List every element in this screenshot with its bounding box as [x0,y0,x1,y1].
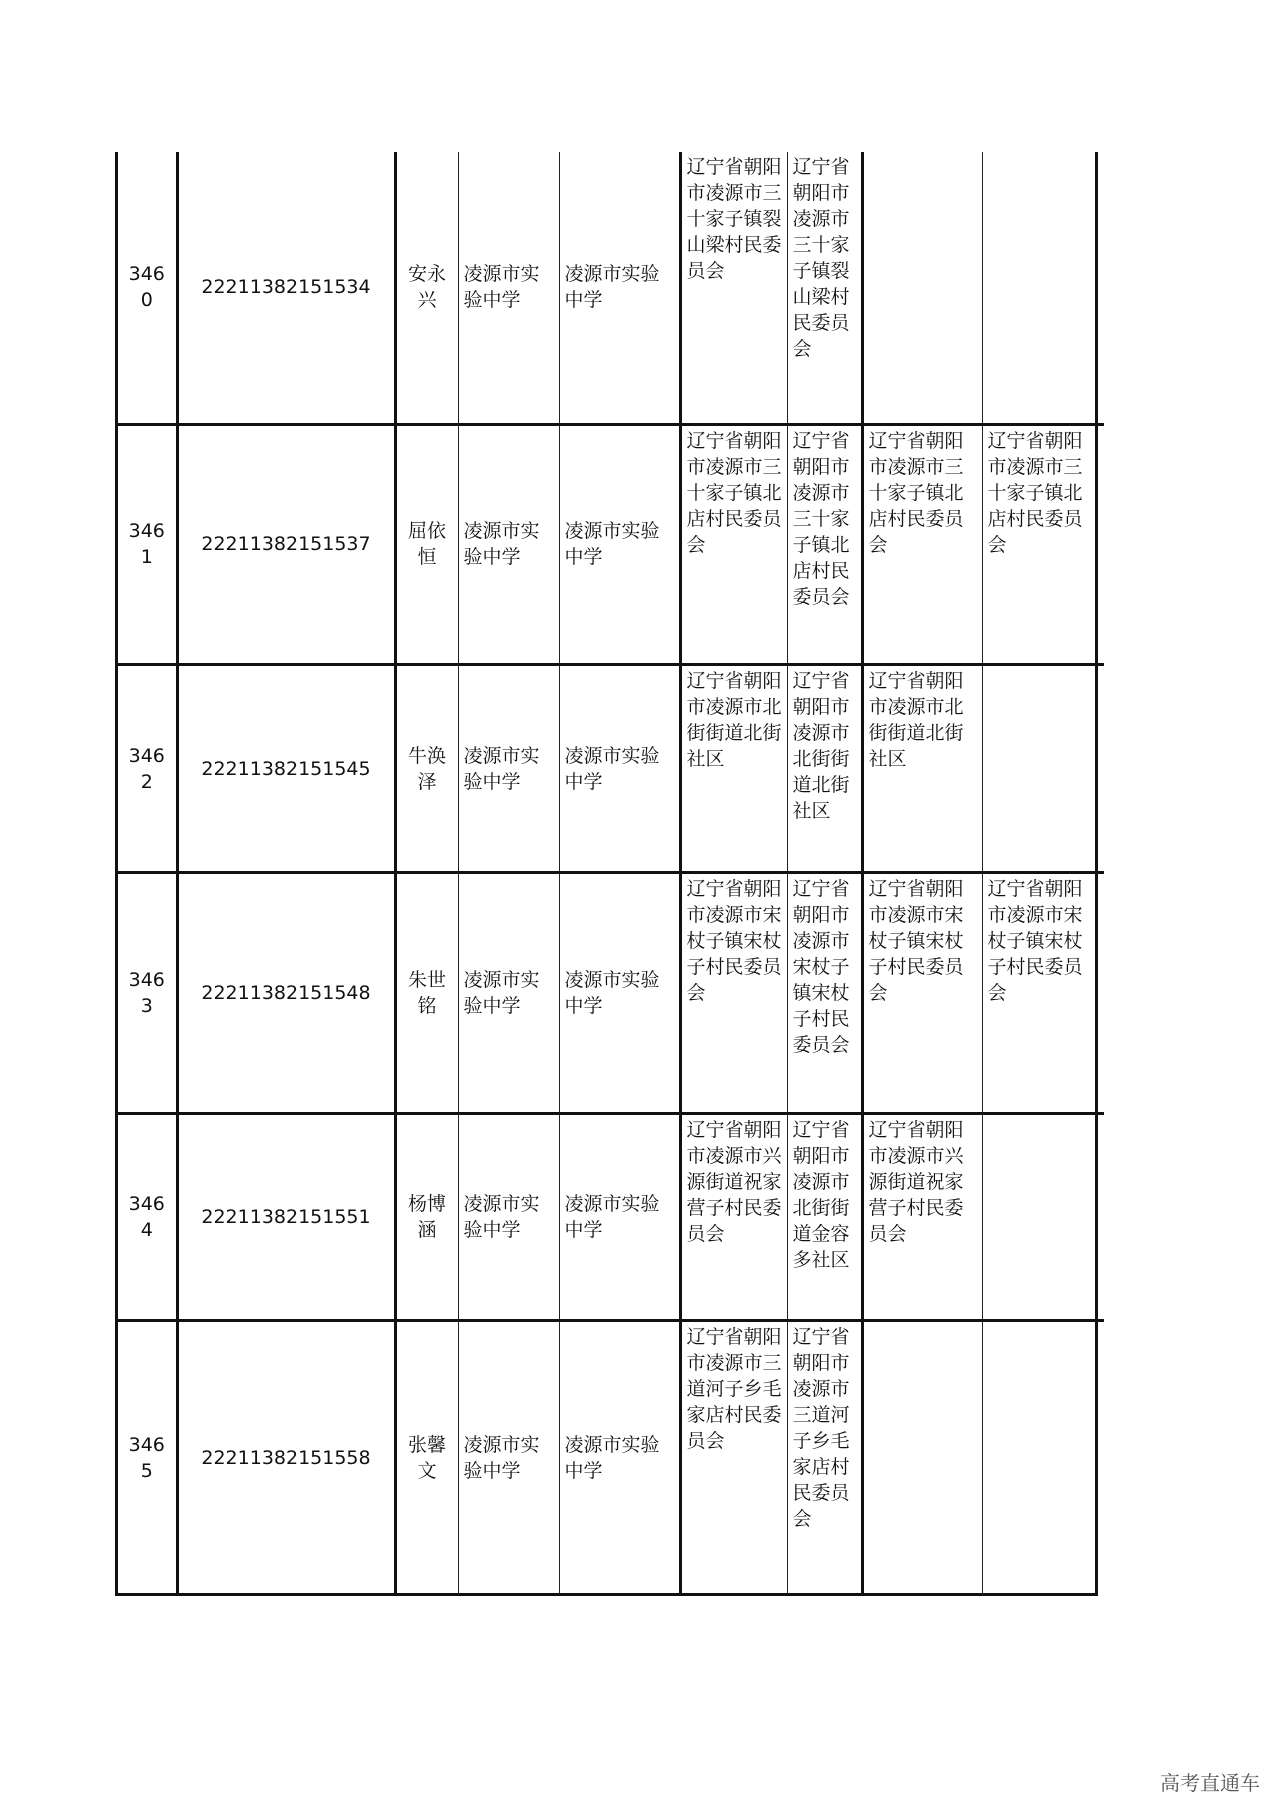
address-1: 辽宁省朝阳市凌源市三十家子镇北店村民委员会 [680,424,787,665]
address-4 [982,1113,1104,1321]
table-row [118,152,1104,424]
table-row [118,665,1104,873]
row-number: 3463 [118,872,177,1113]
student-name: 张馨文 [395,1321,458,1593]
address-1: 辽宁省朝阳市凌源市三道河子乡毛家店村民委员会 [680,1321,787,1593]
school-name-2: 凌源市实验中学 [559,424,680,665]
address-2: 辽宁省朝阳市凌源市宋杖子镇宋杖子村民委员会 [787,872,862,1113]
student-name: 牛涣泽 [395,665,458,873]
address-2: 辽宁省朝阳市凌源市三十家子镇北店村民委员会 [787,424,862,665]
address-4: 辽宁省朝阳市凌源市宋杖子镇宋杖子村民委员会 [982,872,1104,1113]
table-row [118,1321,1104,1593]
school-name: 凌源市实验中学 [458,1113,559,1321]
address-4 [982,1321,1104,1593]
school-name-2: 凌源市实验中学 [559,665,680,873]
address-4 [982,152,1104,424]
exam-id: 22211382151548 [177,872,395,1113]
exam-id: 22211382151534 [177,152,395,424]
student-name: 杨博涵 [395,1113,458,1321]
address-1: 辽宁省朝阳市凌源市三十家子镇裂山梁村民委员会 [680,152,787,424]
address-1: 辽宁省朝阳市凌源市北街街道北街社区 [680,665,787,873]
table-row [118,424,1104,665]
address-1: 辽宁省朝阳市凌源市兴源街道祝家营子村民委员会 [680,1113,787,1321]
school-name-2: 凌源市实验中学 [559,1321,680,1593]
address-4: 辽宁省朝阳市凌源市三十家子镇北店村民委员会 [982,424,1104,665]
row-number: 3464 [118,1113,177,1321]
address-1: 辽宁省朝阳市凌源市宋杖子镇宋杖子村民委员会 [680,872,787,1113]
address-3: 辽宁省朝阳市凌源市宋杖子镇宋杖子村民委员会 [862,872,982,1113]
address-3: 辽宁省朝阳市凌源市三十家子镇北店村民委员会 [862,424,982,665]
student-name: 安永兴 [395,152,458,424]
school-name: 凌源市实验中学 [458,872,559,1113]
row-number: 3465 [118,1321,177,1593]
address-3 [862,152,982,424]
address-3: 辽宁省朝阳市凌源市兴源街道祝家营子村民委员会 [862,1113,982,1321]
school-name: 凌源市实验中学 [458,665,559,873]
address-2: 辽宁省朝阳市凌源市北街街道北街社区 [787,665,862,873]
school-name: 凌源市实验中学 [458,1321,559,1593]
records-table-container [115,152,1098,1596]
row-number: 3461 [118,424,177,665]
school-name: 凌源市实验中学 [458,424,559,665]
address-4 [982,665,1104,873]
watermark: 高考直通车 [1160,1771,1260,1795]
exam-id: 22211382151537 [177,424,395,665]
exam-id: 22211382151551 [177,1113,395,1321]
address-2: 辽宁省朝阳市凌源市三道河子乡毛家店村民委员会 [787,1321,862,1593]
address-2: 辽宁省朝阳市凌源市北街街道金容多社区 [787,1113,862,1321]
records-table [118,152,1104,1593]
address-2: 辽宁省朝阳市凌源市三十家子镇裂山梁村民委员会 [787,152,862,424]
address-3: 辽宁省朝阳市凌源市北街街道北街社区 [862,665,982,873]
school-name: 凌源市实验中学 [458,152,559,424]
row-number: 3462 [118,665,177,873]
table-row [118,1113,1104,1321]
school-name-2: 凌源市实验中学 [559,1113,680,1321]
student-name: 屈依恒 [395,424,458,665]
row-number: 3460 [118,152,177,424]
student-name: 朱世铭 [395,872,458,1113]
exam-id: 22211382151545 [177,665,395,873]
school-name-2: 凌源市实验中学 [559,152,680,424]
address-3 [862,1321,982,1593]
exam-id: 22211382151558 [177,1321,395,1593]
school-name-2: 凌源市实验中学 [559,872,680,1113]
table-row [118,872,1104,1113]
